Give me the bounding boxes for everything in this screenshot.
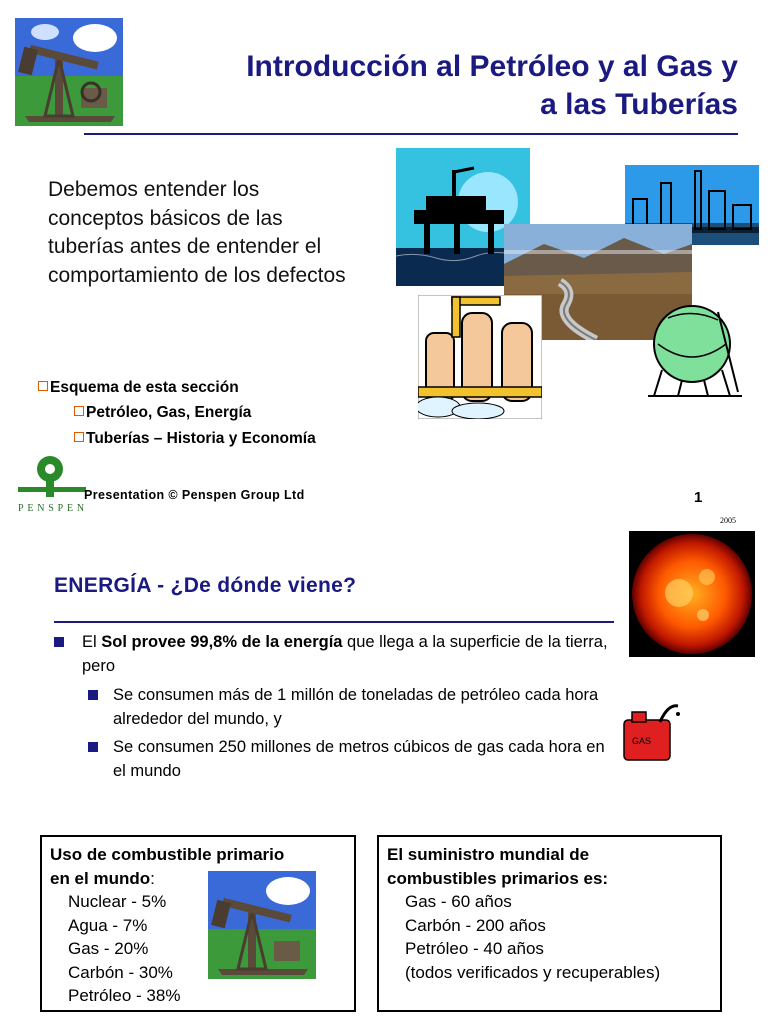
box-heading: Uso de combustible primario [50, 845, 285, 864]
list-item: Petróleo - 40 años [405, 939, 544, 958]
intro-text: Debemos entender los conceptos básicos de las tuberías antes de entender el comportamiento de los defectos [48, 178, 346, 287]
list-item: Gas - 20% [68, 939, 149, 958]
fuel-supply-box [377, 835, 722, 1012]
gas-plant-image [418, 295, 542, 419]
sub-bullet: Se consumen más de 1 millón de toneladas de petróleo cada hora alrededor del mundo, y [88, 683, 618, 731]
section-heading: ENERGÍA - ¿De dónde viene? [54, 574, 357, 597]
box-heading-colon: : [150, 868, 155, 888]
logo-text: PENSPEN [18, 503, 88, 514]
heading-divider [54, 621, 614, 623]
list-item: Gas - 60 años [405, 892, 512, 911]
oil-pump-image [15, 18, 123, 126]
box-heading: en el mundo [50, 868, 151, 888]
penspen-logo-icon [18, 455, 86, 503]
box-heading: combustibles primarios es: [387, 868, 609, 888]
list-item: Petróleo - 38% [68, 986, 181, 1005]
gas-can-icon [620, 700, 686, 764]
footer-copyright: Presentation © Penspen Group Ltd [84, 488, 305, 502]
list-item: Nuclear - 5% [68, 892, 167, 911]
outline-item: Petróleo, Gas, Energía [74, 400, 251, 426]
gas-can-label: GAS [632, 736, 652, 746]
list-item: (todos verificados y recuperables) [405, 962, 661, 982]
box-heading: El suministro mundial de [387, 845, 590, 864]
square-bullet-icon [88, 742, 98, 752]
gas-sphere-tank-image [648, 300, 742, 398]
bullet-main: El Sol provee 99,8% de la energía que llega a la superficie de la tierra, pero [54, 630, 614, 678]
checkbox-bullet-icon [74, 406, 84, 416]
list-item: Agua - 7% [68, 915, 148, 935]
title-divider [84, 133, 738, 135]
outline-heading: Esquema de esta sección [38, 375, 239, 401]
list-item: Carbón - 30% [68, 962, 173, 982]
checkbox-bullet-icon [74, 432, 84, 442]
list-item: Carbón - 200 años [405, 915, 546, 935]
oil-pump-image [208, 871, 316, 979]
page-number: 1 [694, 489, 703, 506]
slide-title: Introducción al Petróleo y al Gas y a las Tuberías [246, 50, 738, 121]
outline-item: Tuberías – Historia y Economía [74, 426, 316, 452]
checkbox-bullet-icon [38, 381, 48, 391]
square-bullet-icon [54, 637, 64, 647]
sun-image [629, 531, 755, 657]
primary-fuel-usage-box [40, 835, 356, 1012]
sub-bullet: Se consumen 250 millones de metros cúbicos de gas cada hora en el mundo [88, 735, 618, 783]
year-label: 2005 [720, 516, 736, 525]
square-bullet-icon [88, 690, 98, 700]
